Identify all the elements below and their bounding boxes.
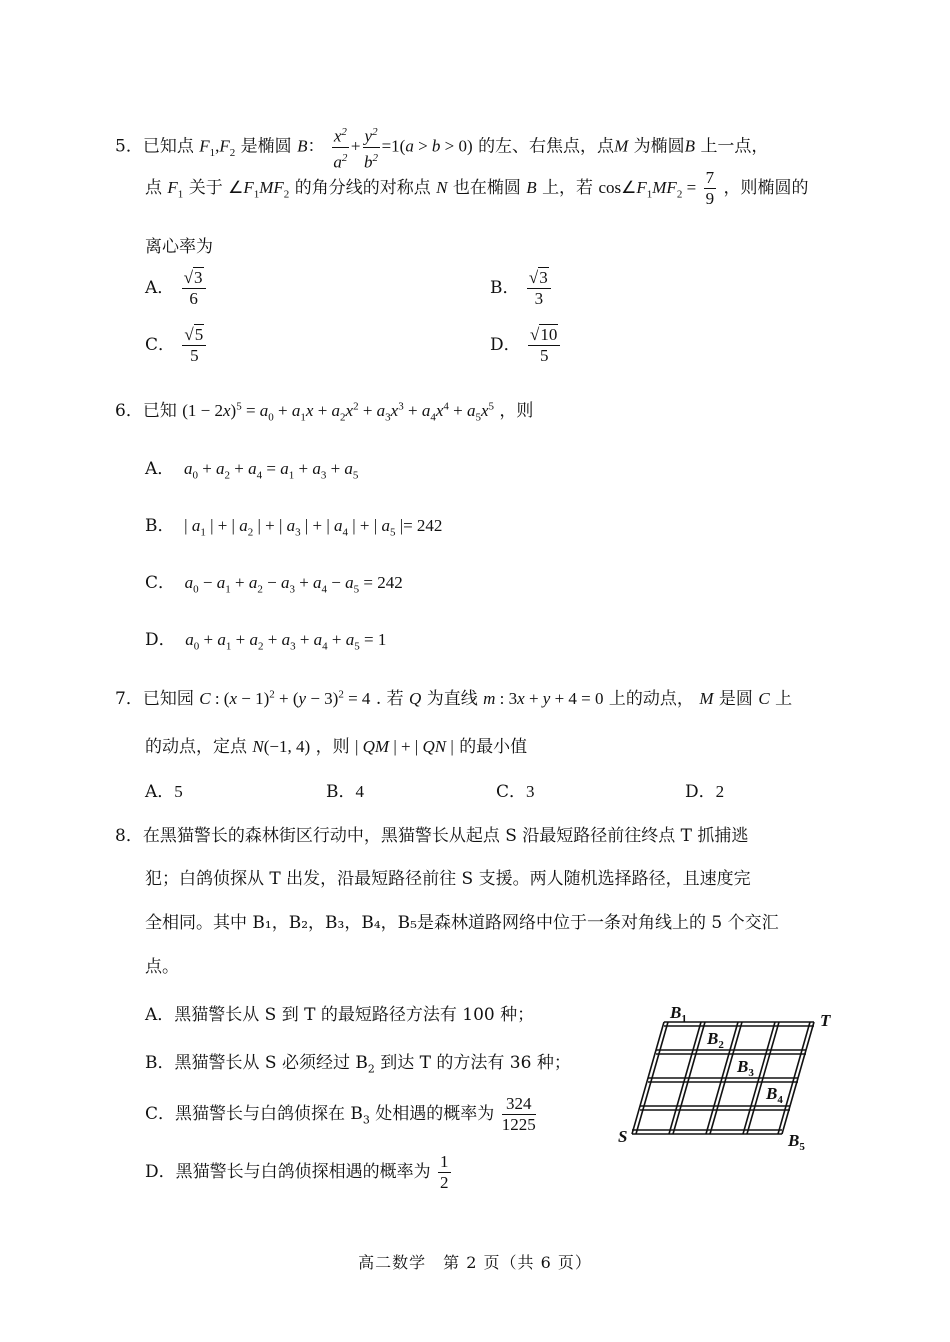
fraction: $\frac{x^2}{a^2}$ (332, 122, 349, 172)
label-b2: $B_2$ (707, 1029, 724, 1051)
road-network-figure (618, 1000, 848, 1150)
q5-option-a[interactable]: A． $\frac{√3}{6}$ (145, 268, 208, 309)
q7-option-b[interactable]: B．4 (326, 782, 364, 802)
page-footer: 高二数学 第 2 页（共 6 页） (358, 1253, 592, 1272)
q8-option-c[interactable]: C．黑猫警长与白鸽侦探在 $B_3$ 处相遇的概率为 $\frac{324}{1225}$ (145, 1094, 536, 1134)
q8-option-d[interactable]: D．黑猫警长与白鸽侦探相遇的概率为 $\frac{1}{2}$ (145, 1152, 449, 1192)
fraction: $\frac{7}{9}$ (705, 168, 715, 208)
label-t: T (820, 1011, 831, 1030)
q6-stem: 6．已知 $(1 - 2x)^5 = a_0 + a_1x + a_2x^2 + a_3x^3 + a_4x^4 + a_5x^5$ ，则 (115, 400, 534, 424)
q8-line4: 点。 (145, 957, 179, 977)
q5-option-b[interactable]: B． $\frac{√3}{3}$ (490, 268, 553, 309)
label-b4: $B_4$ (766, 1084, 783, 1106)
q7-line2: 的动点，定点 N(−1, 4) ，则 | QM | + | QN | 的最小值 (145, 737, 528, 757)
q7-option-d[interactable]: D．2 (685, 782, 725, 802)
q7-line1: 7．已知园 C : $(x - 1)^2 + (y - 3)^2 = 4$ . 若 Q 为直线 m : 3x + y + 4 = 0 上的动点， M 是圆 C 上 (115, 688, 793, 709)
q8-line1: 8．在黑猫警长的森林街区行动中，黑猫警长从起点 S 沿最短路径前往终点 T 抓捕逃 (115, 826, 749, 846)
q5-option-c[interactable]: C． $\frac{√5}{5}$ (145, 325, 208, 366)
q8-option-a[interactable]: A．黑猫警长从 S 到 T 的最短路径方法有 100 种； (145, 1005, 535, 1025)
fraction: $\frac{324}{1225}$ (501, 1094, 536, 1134)
q6-option-c[interactable]: C． $a_0 - a_1 + a_2 - a_3 + a_4 - a_5 = 242$ (145, 573, 403, 596)
label-s: S (618, 1127, 628, 1146)
q8-option-b[interactable]: B．黑猫警长从 S 必须经过 $B_2$ 到达 T 的方法有 36 种； (145, 1053, 571, 1076)
q5-line2: 点 $F_1$ 关于 $\angle F_1MF_2$ 的角分线的对称点 N 也在椭圆 B 上，若 $\cos\angle F_1MF_2$ = $\frac{7}{9}$ ，则椭圆的 (145, 168, 809, 208)
q7-option-c[interactable]: C．3 (496, 782, 535, 802)
q5-option-d[interactable]: D． $\frac{√10}{5}$ (490, 325, 562, 366)
fraction: $\frac{y^2}{b^2}$ (363, 122, 380, 172)
label-b1: $B_1$ (670, 1003, 687, 1025)
q6-option-d[interactable]: D． $a_0 + a_1 + a_2 + a_3 + a_4 + a_5 = 1$ (145, 630, 387, 653)
fraction: $\frac{1}{2}$ (440, 1152, 449, 1192)
q5-line1: 5．已知点 $F_1,F_2$ 是椭圆 B： $\frac{x^2}{a^2}$ + $\frac{y^2}{b^2}$ =1(a > b > 0) 的左、右焦点，点M 为椭圆B 上一点， (115, 122, 768, 172)
q8-line3: 全相同。其中 B₁，B₂，B₃，B₄，B₅是森林道路网络中位于一条对角线上的 5 个交汇 (145, 913, 779, 933)
q6-option-a[interactable]: A． $a_0 + a_2 + a_4 = a_1 + a_3 + a_5$ (145, 459, 359, 482)
label-b5: $B_5$ (788, 1131, 805, 1150)
q5-line3: 离心率为 (145, 237, 213, 257)
q8-line2: 犯；白鸽侦探从 T 出发，沿最短路径前往 S 支援。两人随机选择路径，且速度完 (145, 869, 751, 889)
label-b3: $B_3$ (737, 1057, 754, 1079)
q7-option-a[interactable]: A．5 (145, 782, 183, 802)
q6-option-b[interactable]: B． | $a_1$ | + | $a_2$ | + | $a_3$ | + | $a_4$ | + | $a_5$ |= 242 (145, 516, 443, 539)
